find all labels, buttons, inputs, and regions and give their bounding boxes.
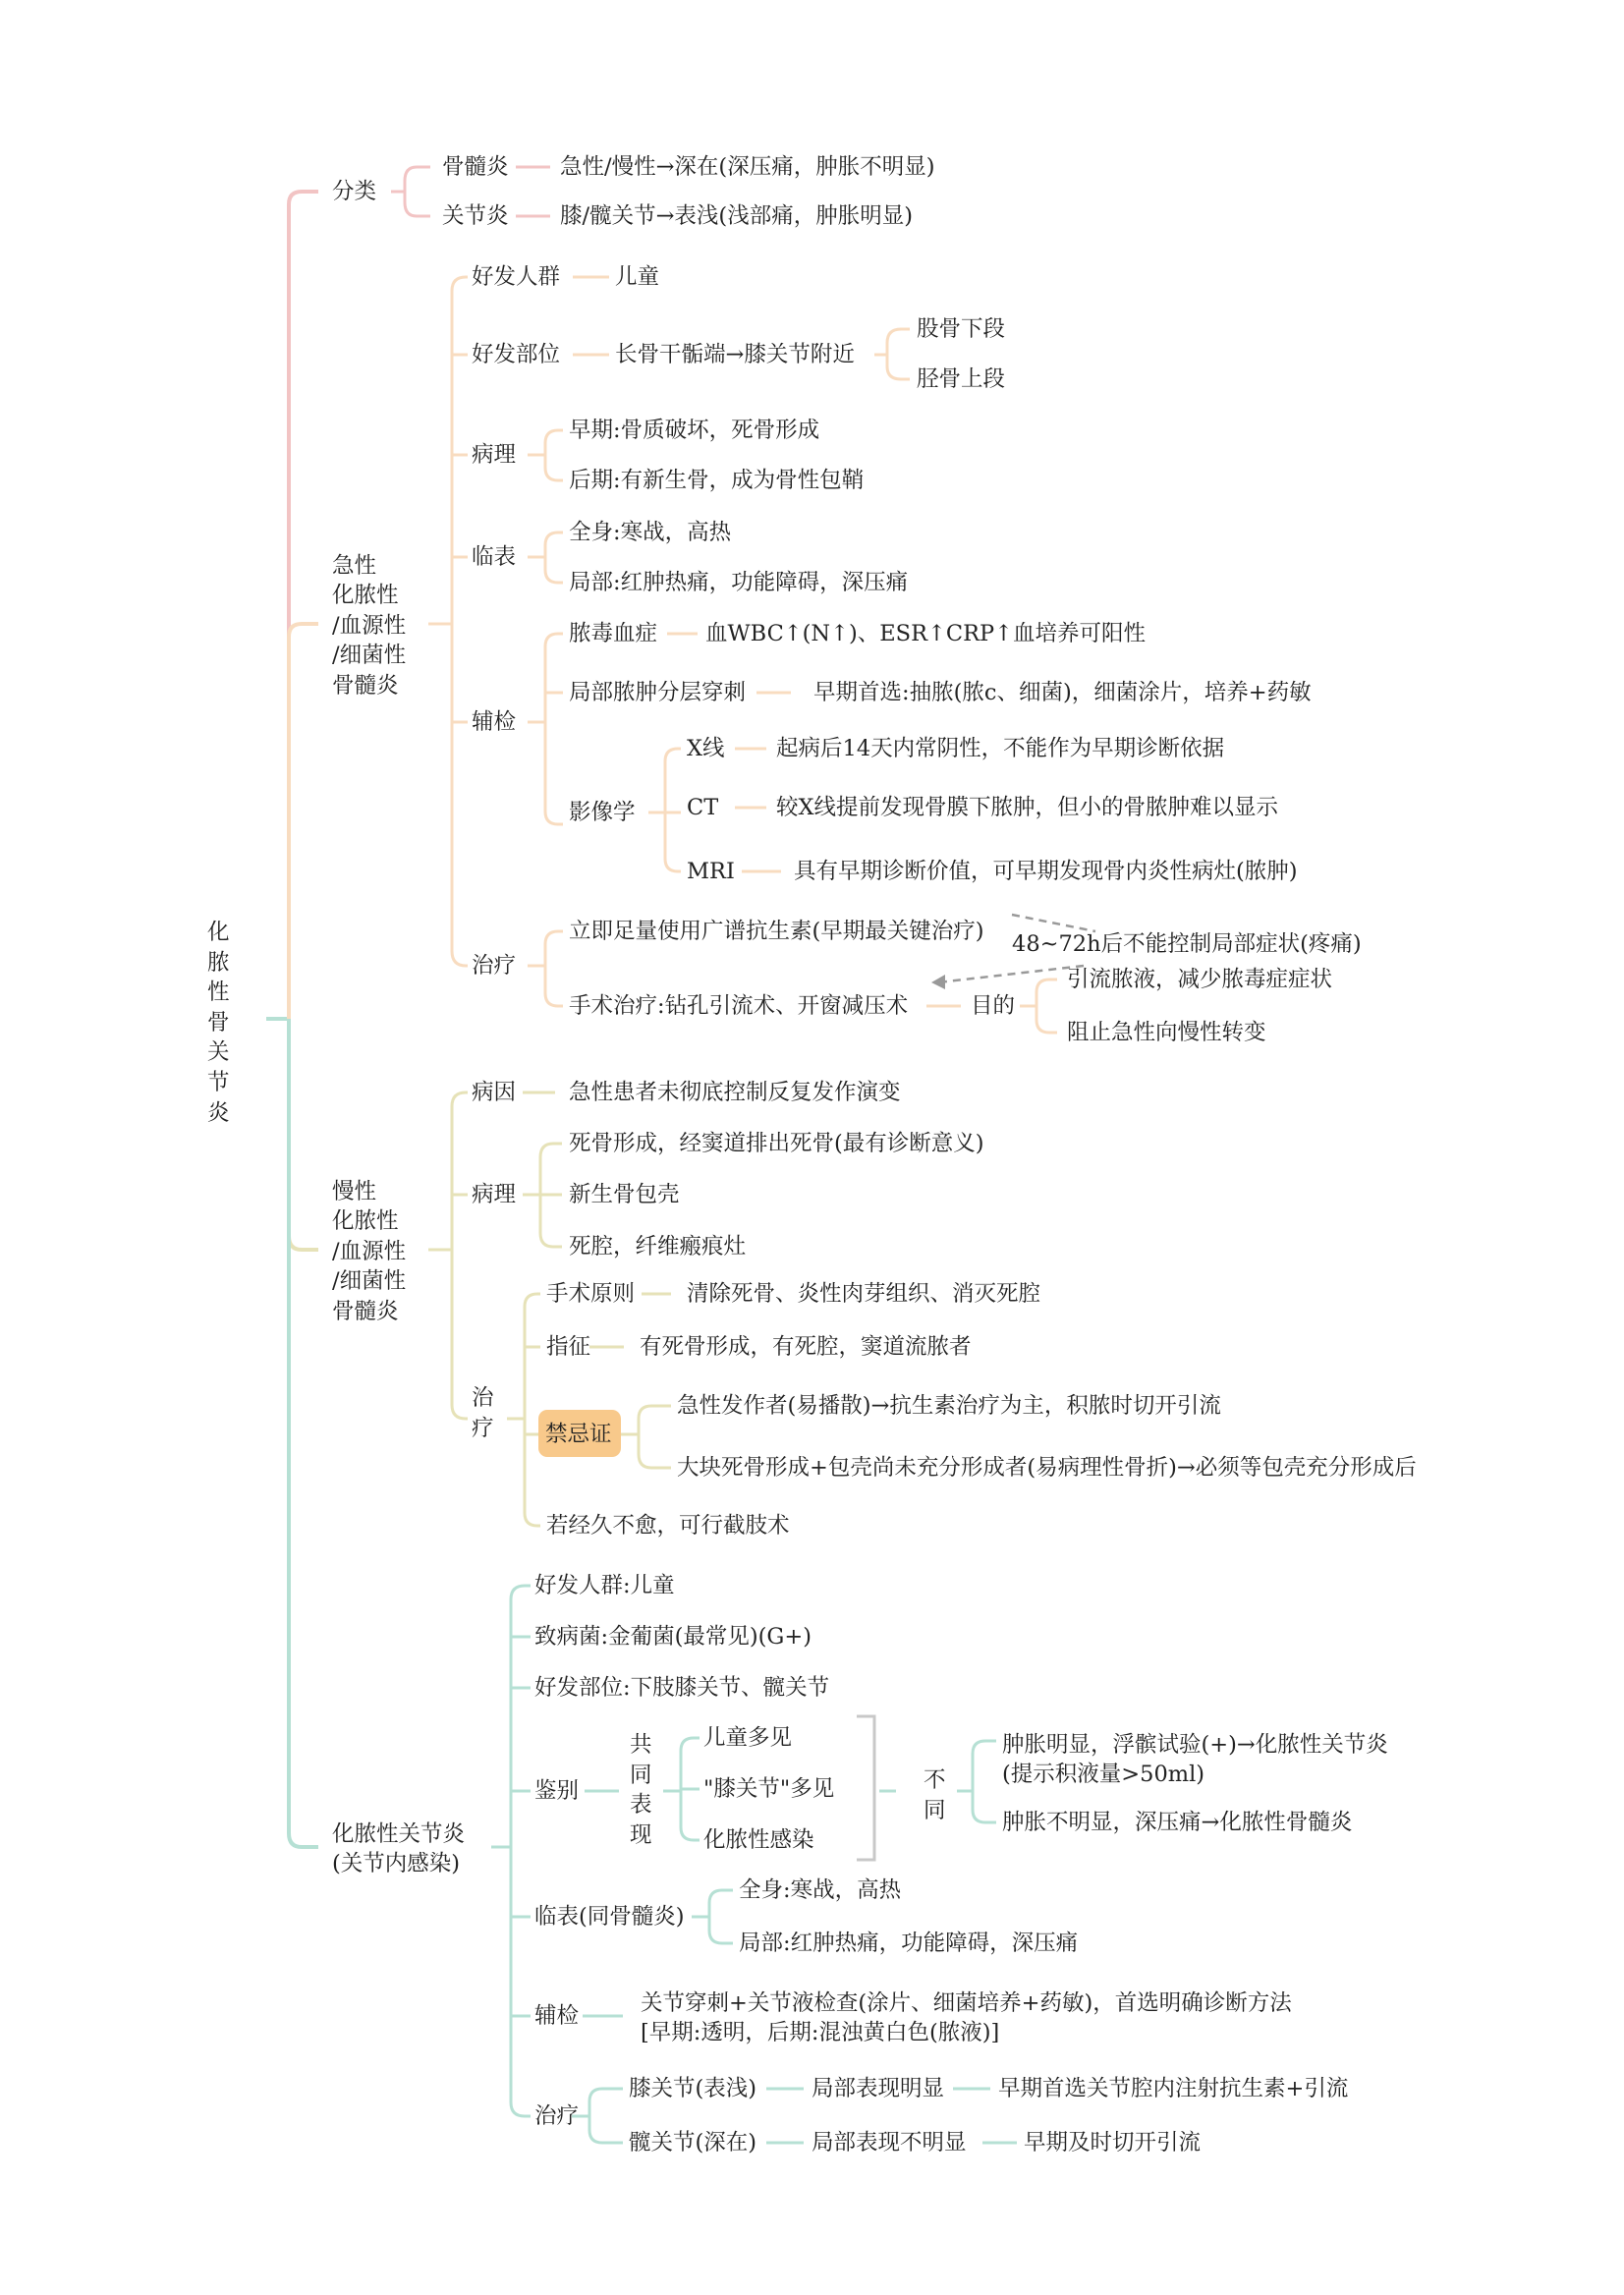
diff-different-label: 不 同 bbox=[924, 1767, 946, 1823]
acute-site-tibia: 胫骨上段 bbox=[917, 366, 1006, 392]
chronic-pathology-2: 新生骨包壳 bbox=[569, 1182, 680, 1207]
acute-purpose-label: 目的 bbox=[971, 993, 1016, 1019]
acute-antibiotic: 立即足量使用广谱抗生素(早期最关键治疗) bbox=[569, 919, 984, 944]
imaging-label: 影像学 bbox=[569, 800, 636, 825]
hip-sign: 局部表现不明显 bbox=[812, 2130, 967, 2155]
classification-label: 分类 bbox=[332, 179, 377, 204]
arthritis-tests-label: 辅检 bbox=[534, 2003, 580, 2029]
imaging-ct-value: 较X线提前发现骨膜下脓肿，但小的骨脓肿难以显示 bbox=[776, 795, 1279, 820]
acute-site-femur: 股骨下段 bbox=[917, 316, 1006, 342]
chronic-pathology-3: 死腔，纤维瘢痕灶 bbox=[569, 1234, 747, 1259]
hip-action: 早期及时切开引流 bbox=[1024, 2130, 1202, 2155]
acute-population-value: 儿童 bbox=[615, 264, 660, 290]
imaging-mri-value: 具有早期诊断价值，可早期发现骨内炎性病灶(脓肿) bbox=[794, 859, 1298, 884]
amputation: 若经久不愈，可行截肢术 bbox=[546, 1513, 790, 1539]
arthritis-clinical-systemic: 全身:寒战，高热 bbox=[739, 1877, 902, 1903]
diff-common-3: 化脓性感染 bbox=[703, 1827, 814, 1853]
sepsis-label: 脓毒血症 bbox=[569, 621, 658, 646]
trunk-teal bbox=[289, 1019, 318, 1847]
acute-pathology-label: 病理 bbox=[472, 442, 517, 468]
diff-common-1: 儿童多见 bbox=[703, 1725, 793, 1751]
acute-label: 急性 化脓性 /血源性 /细菌性 骨髓炎 bbox=[332, 553, 407, 699]
knee-sign: 局部表现明显 bbox=[812, 2076, 945, 2101]
knee-action: 早期首选关节腔内注射抗生素+引流 bbox=[998, 2076, 1349, 2101]
arthritis-pathogen: 致病菌:金葡菌(最常见)(G+) bbox=[534, 1624, 812, 1650]
chronic-pathology-label: 病理 bbox=[472, 1182, 517, 1207]
principle-value: 清除死骨、炎性肉芽组织、消灭死腔 bbox=[687, 1281, 1041, 1307]
arthritis-type-detail: 膝/髋关节→表浅(浅部痛，肿胀明显) bbox=[560, 203, 913, 229]
hip-joint: 髋关节(深在) bbox=[629, 2130, 757, 2155]
arthritis-site: 好发部位:下肢膝关节、髋关节 bbox=[534, 1675, 830, 1701]
acute-purpose-prevent: 阻止急性向慢性转变 bbox=[1067, 1020, 1266, 1045]
arthritis-clinical-local: 局部:红肿热痛，功能障碍，深压痛 bbox=[739, 1931, 1079, 1956]
imaging-mri-name: MRI bbox=[687, 859, 735, 884]
chronic-connectors bbox=[428, 1092, 671, 1526]
acute-site-label: 好发部位 bbox=[472, 342, 561, 367]
imaging-ct-name: CT bbox=[687, 795, 719, 820]
contra-label: 禁忌证 bbox=[545, 1422, 612, 1447]
contra-item-1: 急性发作者(易播散)→抗生素治疗为主，积脓时切开引流 bbox=[677, 1393, 1221, 1419]
osteomyelitis-label: 骨髓炎 bbox=[442, 154, 509, 180]
arthritis-tests-value: 关节穿刺+关节液检查(涂片、细菌培养+药敏)，首选明确诊断方法 [早期:透明，后期:混浊黄白色(脓液)] bbox=[641, 1990, 1292, 2046]
arthritis-treatment-label: 治疗 bbox=[534, 2103, 580, 2129]
acute-note: 48~72h后不能控制局部症状(疼痛) bbox=[1012, 931, 1362, 957]
acute-clinical-systemic: 全身:寒战，高热 bbox=[569, 520, 732, 545]
indication-label: 指征 bbox=[546, 1334, 591, 1360]
indication-value: 有死骨形成，有死腔，窦道流脓者 bbox=[640, 1334, 972, 1360]
bracket-common bbox=[857, 1716, 874, 1860]
acute-pathology-late: 后期:有新生骨，成为骨性包鞘 bbox=[569, 468, 865, 493]
arthritis-clinical-label: 临表(同骨髓炎) bbox=[534, 1904, 685, 1930]
acute-clinical-label: 临表 bbox=[472, 544, 517, 570]
acute-tests-label: 辅检 bbox=[472, 709, 517, 735]
diff-different-2: 肿胀不明显，深压痛→化脓性骨髓炎 bbox=[1002, 1810, 1353, 1835]
trunk-orange bbox=[289, 624, 318, 1019]
imaging-xray-value: 起病后14天内常阴性，不能作为早期诊断依据 bbox=[776, 736, 1225, 761]
diff-label: 鉴别 bbox=[534, 1778, 580, 1804]
principle-label: 手术原则 bbox=[546, 1281, 636, 1307]
acute-surgery: 手术治疗:钻孔引流术、开窗减压术 bbox=[569, 993, 909, 1019]
trunk-pink bbox=[289, 192, 318, 1019]
acute-pathology-early: 早期:骨质破坏，死骨形成 bbox=[569, 418, 820, 443]
osteomyelitis-detail: 急性/慢性→深在(深压痛，肿胀不明显) bbox=[560, 154, 935, 180]
contra-item-2: 大块死骨形成+包壳尚未充分形成者(易病理性骨折)→必须等包壳充分形成后 bbox=[677, 1455, 1417, 1481]
arthritis-connectors bbox=[491, 1586, 1017, 2143]
diff-common-2: "膝关节"多见 bbox=[703, 1776, 835, 1802]
acute-treatment-label: 治疗 bbox=[472, 953, 517, 979]
arthritis-label: 化脓性关节炎 (关节内感染) bbox=[332, 1821, 466, 1877]
puncture-value: 早期首选:抽脓(脓c、细菌)，细菌涂片，培养+药敏 bbox=[813, 680, 1312, 705]
acute-clinical-local: 局部:红肿热痛，功能障碍，深压痛 bbox=[569, 570, 909, 595]
arthritis-population: 好发人群:儿童 bbox=[534, 1573, 675, 1598]
root-title: 化 脓 性 骨 关 节 炎 bbox=[207, 920, 230, 1126]
chronic-treatment-label: 治 疗 bbox=[472, 1385, 494, 1441]
trunk-yellow bbox=[289, 1019, 318, 1250]
acute-population-label: 好发人群 bbox=[472, 264, 561, 290]
imaging-xray-name: X线 bbox=[687, 736, 725, 761]
diff-different-1: 肿胀明显，浮髌试验(+)→化脓性关节炎 (提示积液量>50ml) bbox=[1002, 1732, 1388, 1788]
chronic-pathology-1: 死骨形成，经窦道排出死骨(最有诊断意义) bbox=[569, 1131, 984, 1156]
puncture-label: 局部脓肿分层穿刺 bbox=[569, 680, 747, 705]
diff-common-label: 共 同 表 现 bbox=[630, 1732, 652, 1848]
acute-site-value: 长骨干骺端→膝关节附近 bbox=[615, 342, 855, 367]
knee-joint: 膝关节(表浅) bbox=[629, 2076, 757, 2101]
sepsis-value: 血WBC↑(N↑)、ESR↑CRP↑血培养可阳性 bbox=[705, 621, 1147, 646]
chronic-cause-label: 病因 bbox=[472, 1080, 517, 1105]
chronic-label: 慢性 化脓性 /血源性 /细菌性 骨髓炎 bbox=[332, 1179, 407, 1324]
arthritis-type-label: 关节炎 bbox=[442, 203, 509, 229]
acute-purpose-drain: 引流脓液，减少脓毒症症状 bbox=[1067, 967, 1333, 992]
chronic-cause-value: 急性患者未彻底控制反复发作演变 bbox=[569, 1080, 901, 1105]
